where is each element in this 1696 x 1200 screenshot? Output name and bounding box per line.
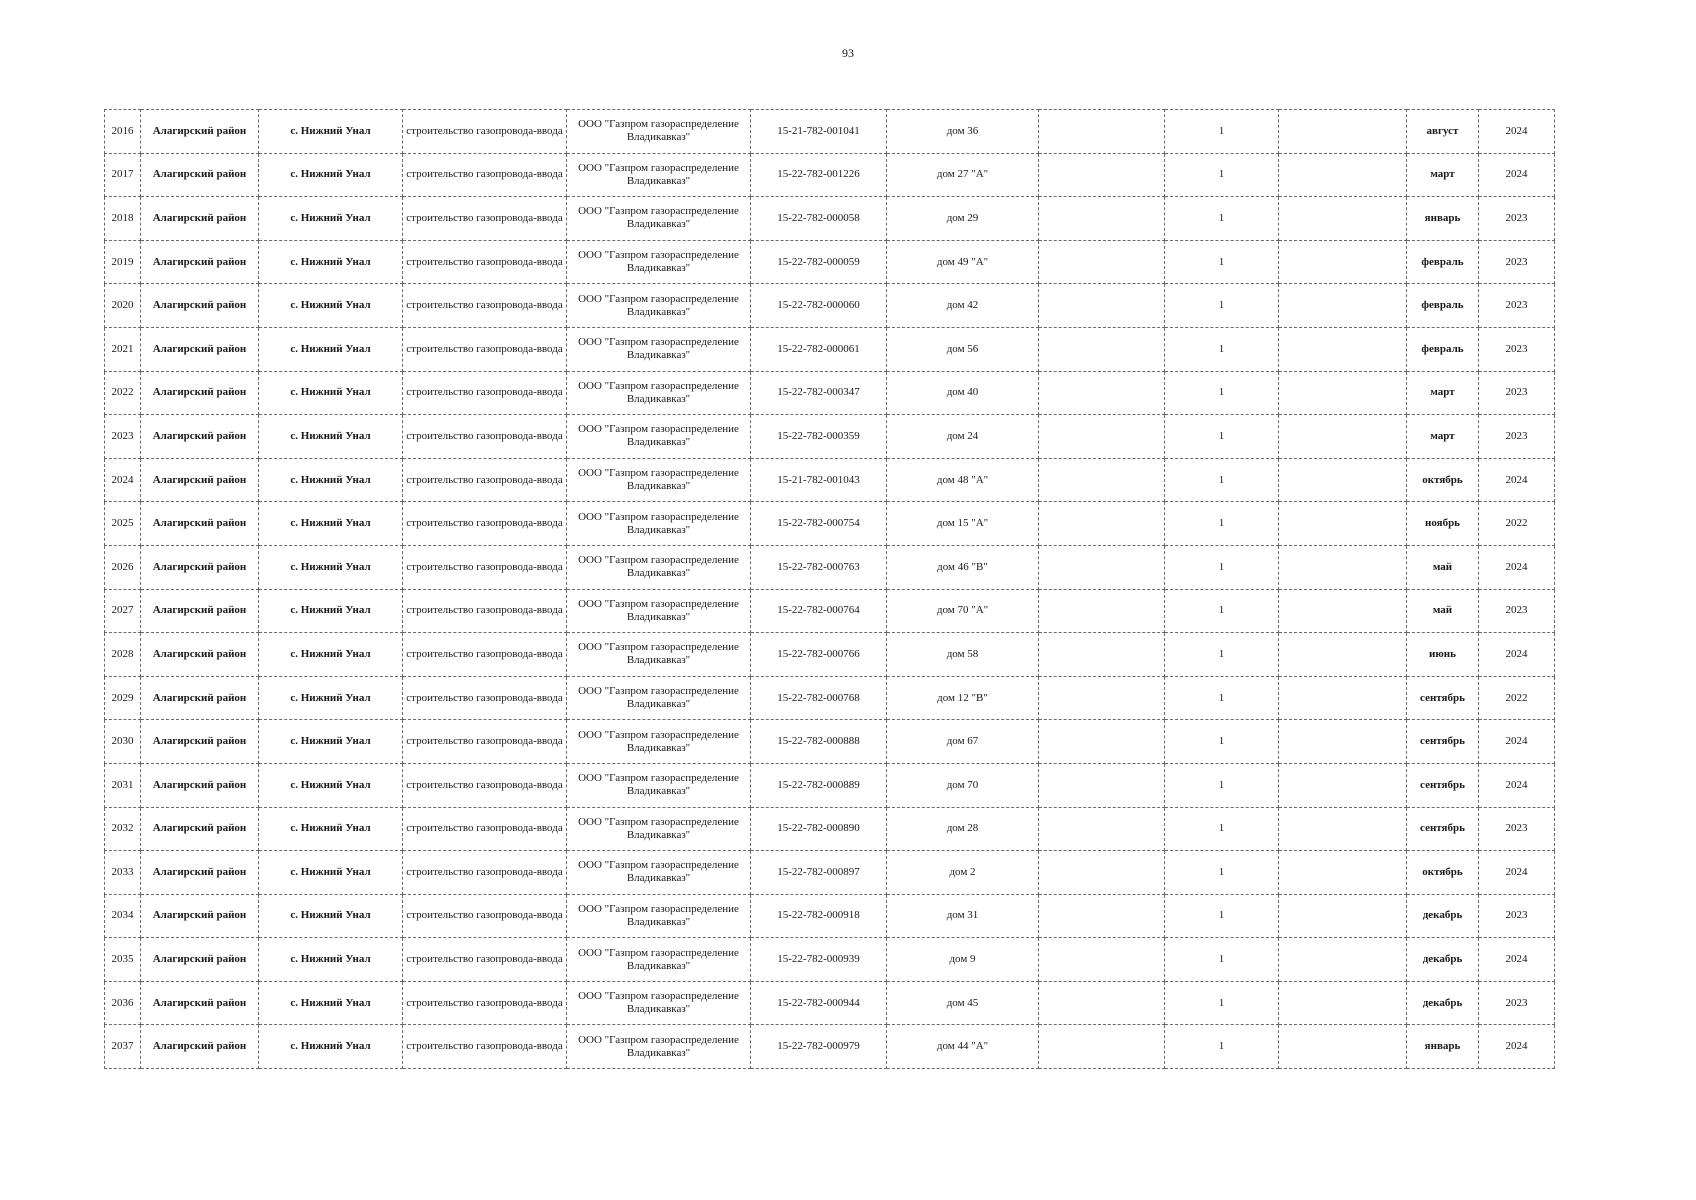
empty-cell (1279, 894, 1407, 938)
table-row (105, 458, 1555, 502)
empty-cell (1039, 720, 1165, 764)
empty-cell (1279, 240, 1407, 284)
year-cell: 2024 (1479, 110, 1555, 154)
organization-cell: ООО "Газпром газораспределение Владикавказ" (567, 589, 751, 633)
year-cell: 2024 (1479, 458, 1555, 502)
object-code-cell: 15-21-782-001043 (751, 458, 887, 502)
empty-cell (1279, 851, 1407, 895)
empty-cell (1279, 633, 1407, 677)
month-cell: февраль (1407, 284, 1479, 328)
settlement-cell: с. Нижний Унал (259, 502, 403, 546)
month-cell: январь (1407, 197, 1479, 241)
address-cell: дом 46 "В" (887, 545, 1039, 589)
work-type-cell: строительство газопровода-ввода (403, 589, 567, 633)
address-cell: дом 28 (887, 807, 1039, 851)
settlement-cell: с. Нижний Унал (259, 545, 403, 589)
settlement-cell: с. Нижний Унал (259, 981, 403, 1025)
organization-cell: ООО "Газпром газораспределение Владикавказ" (567, 197, 751, 241)
table-row (105, 545, 1555, 589)
row-number: 2019 (105, 240, 141, 284)
organization-cell: ООО "Газпром газораспределение Владикавказ" (567, 807, 751, 851)
empty-cell (1039, 589, 1165, 633)
empty-cell (1039, 894, 1165, 938)
object-code-cell: 15-22-782-000918 (751, 894, 887, 938)
address-cell: дом 49 "А" (887, 240, 1039, 284)
district-cell: Алагирский район (141, 894, 259, 938)
table-row (105, 807, 1555, 851)
work-type-cell: строительство газопровода-ввода (403, 545, 567, 589)
empty-cell (1279, 938, 1407, 982)
month-cell: сентябрь (1407, 720, 1479, 764)
work-type-cell: строительство газопровода-ввода (403, 110, 567, 154)
year-cell: 2023 (1479, 589, 1555, 633)
empty-cell (1279, 807, 1407, 851)
district-cell: Алагирский район (141, 1025, 259, 1069)
address-cell: дом 48 "А" (887, 458, 1039, 502)
empty-cell (1279, 502, 1407, 546)
month-cell: январь (1407, 1025, 1479, 1069)
object-code-cell: 15-22-782-000888 (751, 720, 887, 764)
district-cell: Алагирский район (141, 545, 259, 589)
work-type-cell: строительство газопровода-ввода (403, 720, 567, 764)
organization-cell: ООО "Газпром газораспределение Владикавказ" (567, 415, 751, 459)
organization-cell: ООО "Газпром газораспределение Владикавказ" (567, 327, 751, 371)
year-cell: 2024 (1479, 938, 1555, 982)
row-number: 2033 (105, 851, 141, 895)
empty-cell (1039, 197, 1165, 241)
registry-table (104, 109, 1555, 1069)
quantity-cell: 1 (1165, 458, 1279, 502)
quantity-cell: 1 (1165, 807, 1279, 851)
address-cell: дом 9 (887, 938, 1039, 982)
work-type-cell: строительство газопровода-ввода (403, 981, 567, 1025)
settlement-cell: с. Нижний Унал (259, 371, 403, 415)
month-cell: сентябрь (1407, 807, 1479, 851)
organization-cell: ООО "Газпром газораспределение Владикавказ" (567, 894, 751, 938)
object-code-cell: 15-22-782-000347 (751, 371, 887, 415)
year-cell: 2023 (1479, 240, 1555, 284)
table-row (105, 633, 1555, 677)
settlement-cell: с. Нижний Унал (259, 851, 403, 895)
work-type-cell: строительство газопровода-ввода (403, 1025, 567, 1069)
empty-cell (1039, 371, 1165, 415)
quantity-cell: 1 (1165, 1025, 1279, 1069)
month-cell: март (1407, 415, 1479, 459)
object-code-cell: 15-22-782-000060 (751, 284, 887, 328)
settlement-cell: с. Нижний Унал (259, 807, 403, 851)
address-cell: дом 36 (887, 110, 1039, 154)
object-code-cell: 15-22-782-000939 (751, 938, 887, 982)
month-cell: март (1407, 153, 1479, 197)
year-cell: 2023 (1479, 371, 1555, 415)
district-cell: Алагирский район (141, 240, 259, 284)
object-code-cell: 15-22-782-000979 (751, 1025, 887, 1069)
address-cell: дом 44 "А" (887, 1025, 1039, 1069)
month-cell: март (1407, 371, 1479, 415)
organization-cell: ООО "Газпром газораспределение Владикавказ" (567, 1025, 751, 1069)
work-type-cell: строительство газопровода-ввода (403, 851, 567, 895)
row-number: 2027 (105, 589, 141, 633)
settlement-cell: с. Нижний Унал (259, 458, 403, 502)
organization-cell: ООО "Газпром газораспределение Владикавказ" (567, 981, 751, 1025)
district-cell: Алагирский район (141, 981, 259, 1025)
year-cell: 2023 (1479, 415, 1555, 459)
empty-cell (1279, 110, 1407, 154)
empty-cell (1279, 981, 1407, 1025)
empty-cell (1039, 153, 1165, 197)
empty-cell (1279, 415, 1407, 459)
object-code-cell: 15-22-782-000768 (751, 676, 887, 720)
row-number: 2029 (105, 676, 141, 720)
address-cell: дом 27 "А" (887, 153, 1039, 197)
quantity-cell: 1 (1165, 676, 1279, 720)
quantity-cell: 1 (1165, 371, 1279, 415)
month-cell: май (1407, 545, 1479, 589)
row-number: 2028 (105, 633, 141, 677)
empty-cell (1279, 327, 1407, 371)
object-code-cell: 15-22-782-000766 (751, 633, 887, 677)
district-cell: Алагирский район (141, 327, 259, 371)
work-type-cell: строительство газопровода-ввода (403, 807, 567, 851)
settlement-cell: с. Нижний Унал (259, 633, 403, 677)
work-type-cell: строительство газопровода-ввода (403, 458, 567, 502)
quantity-cell: 1 (1165, 153, 1279, 197)
organization-cell: ООО "Газпром газораспределение Владикавказ" (567, 545, 751, 589)
empty-cell (1039, 458, 1165, 502)
month-cell: февраль (1407, 240, 1479, 284)
row-number: 2037 (105, 1025, 141, 1069)
year-cell: 2024 (1479, 153, 1555, 197)
district-cell: Алагирский район (141, 851, 259, 895)
table-row (105, 938, 1555, 982)
quantity-cell: 1 (1165, 938, 1279, 982)
empty-cell (1039, 981, 1165, 1025)
address-cell: дом 70 "А" (887, 589, 1039, 633)
row-number: 2030 (105, 720, 141, 764)
organization-cell: ООО "Газпром газораспределение Владикавказ" (567, 502, 751, 546)
table-row (105, 720, 1555, 764)
object-code-cell: 15-22-782-000061 (751, 327, 887, 371)
row-number: 2031 (105, 763, 141, 807)
district-cell: Алагирский район (141, 153, 259, 197)
address-cell: дом 2 (887, 851, 1039, 895)
empty-cell (1039, 502, 1165, 546)
organization-cell: ООО "Газпром газораспределение Владикавказ" (567, 153, 751, 197)
quantity-cell: 1 (1165, 545, 1279, 589)
work-type-cell: строительство газопровода-ввода (403, 240, 567, 284)
month-cell: июнь (1407, 633, 1479, 677)
district-cell: Алагирский район (141, 458, 259, 502)
work-type-cell: строительство газопровода-ввода (403, 938, 567, 982)
year-cell: 2023 (1479, 284, 1555, 328)
row-number: 2025 (105, 502, 141, 546)
empty-cell (1039, 415, 1165, 459)
month-cell: октябрь (1407, 458, 1479, 502)
year-cell: 2024 (1479, 851, 1555, 895)
row-number: 2023 (105, 415, 141, 459)
district-cell: Алагирский район (141, 284, 259, 328)
registry-rows (105, 110, 1555, 1069)
address-cell: дом 42 (887, 284, 1039, 328)
month-cell: декабрь (1407, 894, 1479, 938)
quantity-cell: 1 (1165, 240, 1279, 284)
object-code-cell: 15-21-782-001041 (751, 110, 887, 154)
work-type-cell: строительство газопровода-ввода (403, 502, 567, 546)
row-number: 2021 (105, 327, 141, 371)
quantity-cell: 1 (1165, 981, 1279, 1025)
settlement-cell: с. Нижний Унал (259, 153, 403, 197)
work-type-cell: строительство газопровода-ввода (403, 371, 567, 415)
district-cell: Алагирский район (141, 371, 259, 415)
address-cell: дом 12 "В" (887, 676, 1039, 720)
row-number: 2036 (105, 981, 141, 1025)
organization-cell: ООО "Газпром газораспределение Владикавказ" (567, 240, 751, 284)
quantity-cell: 1 (1165, 633, 1279, 677)
year-cell: 2023 (1479, 807, 1555, 851)
table-row (105, 327, 1555, 371)
empty-cell (1279, 763, 1407, 807)
table-row (105, 110, 1555, 154)
organization-cell: ООО "Газпром газораспределение Владикавказ" (567, 938, 751, 982)
empty-cell (1279, 589, 1407, 633)
empty-cell (1039, 938, 1165, 982)
settlement-cell: с. Нижний Унал (259, 938, 403, 982)
address-cell: дом 24 (887, 415, 1039, 459)
table-row (105, 197, 1555, 241)
empty-cell (1039, 763, 1165, 807)
empty-cell (1039, 240, 1165, 284)
work-type-cell: строительство газопровода-ввода (403, 676, 567, 720)
row-number: 2024 (105, 458, 141, 502)
work-type-cell: строительство газопровода-ввода (403, 763, 567, 807)
address-cell: дом 67 (887, 720, 1039, 764)
settlement-cell: с. Нижний Унал (259, 720, 403, 764)
address-cell: дом 31 (887, 894, 1039, 938)
month-cell: февраль (1407, 327, 1479, 371)
organization-cell: ООО "Газпром газораспределение Владикавказ" (567, 371, 751, 415)
district-cell: Алагирский район (141, 633, 259, 677)
table-row (105, 851, 1555, 895)
quantity-cell: 1 (1165, 851, 1279, 895)
object-code-cell: 15-22-782-000058 (751, 197, 887, 241)
page-number: 93 (842, 46, 854, 60)
object-code-cell: 15-22-782-000890 (751, 807, 887, 851)
address-cell: дом 70 (887, 763, 1039, 807)
district-cell: Алагирский район (141, 763, 259, 807)
empty-cell (1039, 676, 1165, 720)
year-cell: 2024 (1479, 720, 1555, 764)
district-cell: Алагирский район (141, 807, 259, 851)
table-row (105, 676, 1555, 720)
address-cell: дом 29 (887, 197, 1039, 241)
work-type-cell: строительство газопровода-ввода (403, 327, 567, 371)
year-cell: 2023 (1479, 327, 1555, 371)
row-number: 2017 (105, 153, 141, 197)
row-number: 2034 (105, 894, 141, 938)
work-type-cell: строительство газопровода-ввода (403, 284, 567, 328)
address-cell: дом 56 (887, 327, 1039, 371)
work-type-cell: строительство газопровода-ввода (403, 415, 567, 459)
table-row (105, 240, 1555, 284)
organization-cell: ООО "Газпром газораспределение Владикавказ" (567, 284, 751, 328)
empty-cell (1279, 676, 1407, 720)
organization-cell: ООО "Газпром газораспределение Владикавказ" (567, 633, 751, 677)
work-type-cell: строительство газопровода-ввода (403, 153, 567, 197)
month-cell: декабрь (1407, 938, 1479, 982)
row-number: 2026 (105, 545, 141, 589)
row-number: 2022 (105, 371, 141, 415)
table-row (105, 502, 1555, 546)
quantity-cell: 1 (1165, 327, 1279, 371)
table-row (105, 284, 1555, 328)
year-cell: 2022 (1479, 676, 1555, 720)
month-cell: май (1407, 589, 1479, 633)
settlement-cell: с. Нижний Унал (259, 240, 403, 284)
object-code-cell: 15-22-782-000889 (751, 763, 887, 807)
settlement-cell: с. Нижний Унал (259, 415, 403, 459)
district-cell: Алагирский район (141, 720, 259, 764)
month-cell: сентябрь (1407, 763, 1479, 807)
district-cell: Алагирский район (141, 502, 259, 546)
settlement-cell: с. Нижний Унал (259, 1025, 403, 1069)
row-number: 2016 (105, 110, 141, 154)
year-cell: 2023 (1479, 197, 1555, 241)
settlement-cell: с. Нижний Унал (259, 589, 403, 633)
settlement-cell: с. Нижний Унал (259, 763, 403, 807)
object-code-cell: 15-22-782-000897 (751, 851, 887, 895)
month-cell: декабрь (1407, 981, 1479, 1025)
district-cell: Алагирский район (141, 110, 259, 154)
empty-cell (1039, 284, 1165, 328)
table-row (105, 894, 1555, 938)
empty-cell (1279, 720, 1407, 764)
empty-cell (1279, 371, 1407, 415)
work-type-cell: строительство газопровода-ввода (403, 633, 567, 677)
table-row (105, 415, 1555, 459)
object-code-cell: 15-22-782-001226 (751, 153, 887, 197)
empty-cell (1279, 153, 1407, 197)
table-row (105, 1025, 1555, 1069)
object-code-cell: 15-22-782-000059 (751, 240, 887, 284)
district-cell: Алагирский район (141, 197, 259, 241)
organization-cell: ООО "Газпром газораспределение Владикавказ" (567, 763, 751, 807)
quantity-cell: 1 (1165, 415, 1279, 459)
address-cell: дом 40 (887, 371, 1039, 415)
row-number: 2018 (105, 197, 141, 241)
quantity-cell: 1 (1165, 110, 1279, 154)
empty-cell (1039, 110, 1165, 154)
organization-cell: ООО "Газпром газораспределение Владикавказ" (567, 851, 751, 895)
settlement-cell: с. Нижний Унал (259, 894, 403, 938)
district-cell: Алагирский район (141, 589, 259, 633)
address-cell: дом 45 (887, 981, 1039, 1025)
year-cell: 2024 (1479, 545, 1555, 589)
year-cell: 2024 (1479, 1025, 1555, 1069)
month-cell: сентябрь (1407, 676, 1479, 720)
year-cell: 2023 (1479, 894, 1555, 938)
district-cell: Алагирский район (141, 415, 259, 459)
row-number: 2020 (105, 284, 141, 328)
row-number: 2035 (105, 938, 141, 982)
quantity-cell: 1 (1165, 763, 1279, 807)
district-cell: Алагирский район (141, 938, 259, 982)
table-row (105, 371, 1555, 415)
address-cell: дом 15 "А" (887, 502, 1039, 546)
organization-cell: ООО "Газпром газораспределение Владикавказ" (567, 676, 751, 720)
year-cell: 2023 (1479, 981, 1555, 1025)
settlement-cell: с. Нижний Унал (259, 110, 403, 154)
empty-cell (1039, 851, 1165, 895)
quantity-cell: 1 (1165, 284, 1279, 328)
quantity-cell: 1 (1165, 894, 1279, 938)
empty-cell (1039, 1025, 1165, 1069)
month-cell: ноябрь (1407, 502, 1479, 546)
object-code-cell: 15-22-782-000763 (751, 545, 887, 589)
object-code-cell: 15-22-782-000359 (751, 415, 887, 459)
organization-cell: ООО "Газпром газораспределение Владикавказ" (567, 720, 751, 764)
settlement-cell: с. Нижний Унал (259, 327, 403, 371)
settlement-cell: с. Нижний Унал (259, 197, 403, 241)
district-cell: Алагирский район (141, 676, 259, 720)
table-row (105, 763, 1555, 807)
month-cell: октябрь (1407, 851, 1479, 895)
quantity-cell: 1 (1165, 197, 1279, 241)
row-number: 2032 (105, 807, 141, 851)
empty-cell (1279, 1025, 1407, 1069)
table-row (105, 153, 1555, 197)
table-row (105, 589, 1555, 633)
table-row (105, 981, 1555, 1025)
empty-cell (1039, 807, 1165, 851)
object-code-cell: 15-22-782-000754 (751, 502, 887, 546)
empty-cell (1039, 327, 1165, 371)
organization-cell: ООО "Газпром газораспределение Владикавказ" (567, 110, 751, 154)
empty-cell (1039, 545, 1165, 589)
year-cell: 2024 (1479, 763, 1555, 807)
empty-cell (1279, 545, 1407, 589)
empty-cell (1279, 284, 1407, 328)
year-cell: 2024 (1479, 633, 1555, 677)
empty-cell (1279, 458, 1407, 502)
empty-cell (1279, 197, 1407, 241)
year-cell: 2022 (1479, 502, 1555, 546)
work-type-cell: строительство газопровода-ввода (403, 894, 567, 938)
quantity-cell: 1 (1165, 589, 1279, 633)
settlement-cell: с. Нижний Унал (259, 676, 403, 720)
settlement-cell: с. Нижний Унал (259, 284, 403, 328)
address-cell: дом 58 (887, 633, 1039, 677)
work-type-cell: строительство газопровода-ввода (403, 197, 567, 241)
object-code-cell: 15-22-782-000764 (751, 589, 887, 633)
organization-cell: ООО "Газпром газораспределение Владикавказ" (567, 458, 751, 502)
quantity-cell: 1 (1165, 720, 1279, 764)
quantity-cell: 1 (1165, 502, 1279, 546)
month-cell: август (1407, 110, 1479, 154)
empty-cell (1039, 633, 1165, 677)
object-code-cell: 15-22-782-000944 (751, 981, 887, 1025)
